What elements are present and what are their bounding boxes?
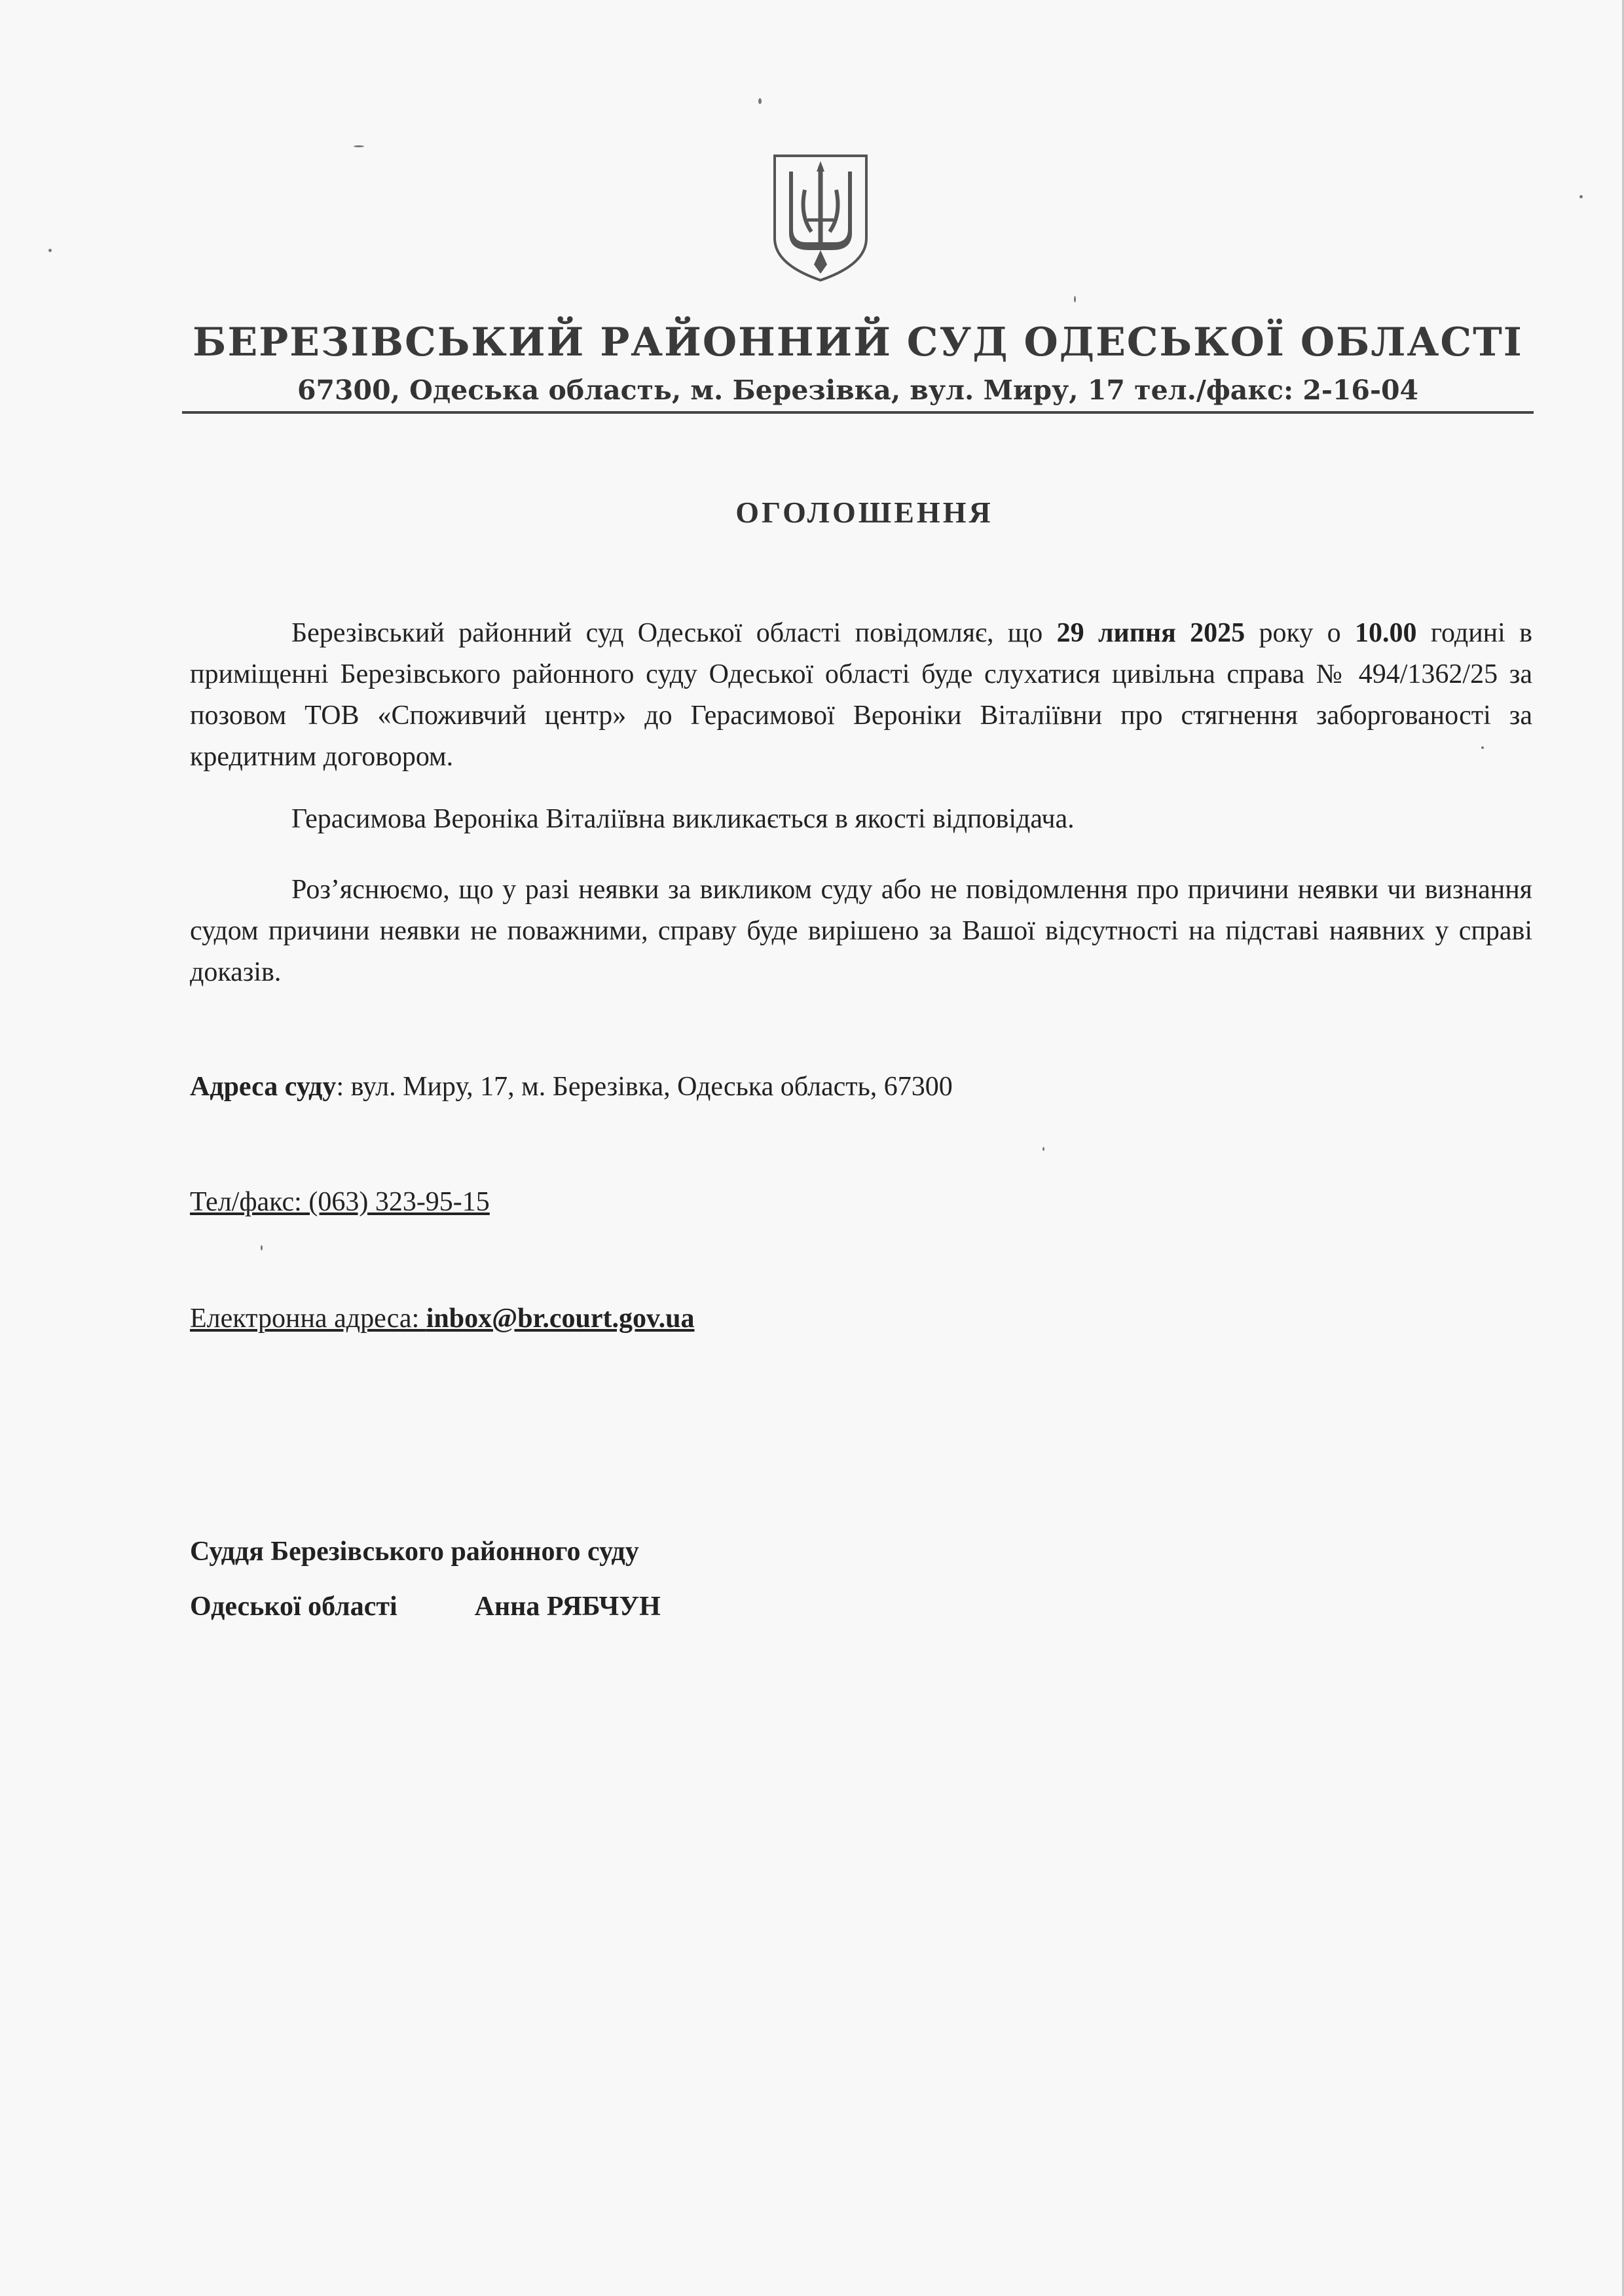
phone-fax: Тел/факс: (063) 323-95-15 bbox=[190, 1187, 490, 1217]
summons-text: Герасимова Вероніка Віталіївна викликається в якості відповідача. bbox=[291, 804, 1075, 834]
judge-name: Анна РЯБЧУН bbox=[474, 1592, 661, 1622]
court-address: 67300, Одеська область, м. Березівка, вул. Миру, 17 тел./факс: 2-16-04 bbox=[297, 374, 1419, 406]
scan-speck bbox=[1043, 1147, 1044, 1151]
paragraph1-part3: годині в приміщенні Березівського районного суду Одеської області буде слухатися цивільна справа № 494/1362/25 за позовом ТОВ «Споживчий центр» до Герасимової Вероніки Віталіївни про стягнення заборгованості за кредитним договором. bbox=[190, 618, 1532, 772]
trident-icon bbox=[771, 152, 870, 283]
summons-paragraph bbox=[190, 799, 1532, 840]
scan-speck bbox=[758, 98, 762, 104]
court-name: БЕРЕЗІВСЬКИЙ РАЙОННИЙ СУД ОДЕСЬКОЇ ОБЛАСТІ bbox=[193, 319, 1523, 365]
scan-speck bbox=[354, 145, 364, 147]
hearing-time: 10.00 bbox=[1355, 618, 1417, 648]
document-title: ОГОЛОШЕННЯ bbox=[735, 496, 993, 529]
signature-region: Одеської області bbox=[190, 1592, 397, 1622]
email-address: inbox@br.court.gov.ua bbox=[426, 1303, 695, 1334]
court-address-line bbox=[190, 1071, 953, 1102]
email-label: Електронна адреса: bbox=[190, 1303, 426, 1334]
address-label: Адреса суду bbox=[190, 1072, 337, 1102]
scan-speck bbox=[261, 1245, 263, 1250]
explanation-paragraph bbox=[190, 869, 1532, 993]
signature-line-2 bbox=[190, 1591, 661, 1622]
address-value: : вул. Миру, 17, м. Березівка, Одеська область, 67300 bbox=[336, 1072, 953, 1102]
scan-speck bbox=[48, 249, 52, 252]
paragraph1-part2: року о bbox=[1245, 618, 1356, 648]
header-divider bbox=[182, 411, 1534, 414]
scan-speck bbox=[1579, 195, 1583, 198]
hearing-date: 29 липня 2025 bbox=[1056, 618, 1246, 648]
explanation-text: Роз’яснюємо, що у разі неявки за викликом суду або не повідомлення про причини неявки чи визнання судом причини неявки не поважними, справу буде вирішено за Вашої відсутності на підставі наявних у справі доказів. bbox=[190, 875, 1532, 987]
email-line bbox=[190, 1303, 695, 1334]
scan-speck bbox=[1074, 296, 1076, 302]
signature-line-1: Суддя Березівського районного суду bbox=[190, 1537, 639, 1567]
announcement-paragraph bbox=[190, 613, 1532, 778]
paragraph1-part1: Березівський районний суд Одеської області повідомляє, що bbox=[291, 618, 1057, 648]
scan-speck bbox=[1481, 746, 1484, 749]
